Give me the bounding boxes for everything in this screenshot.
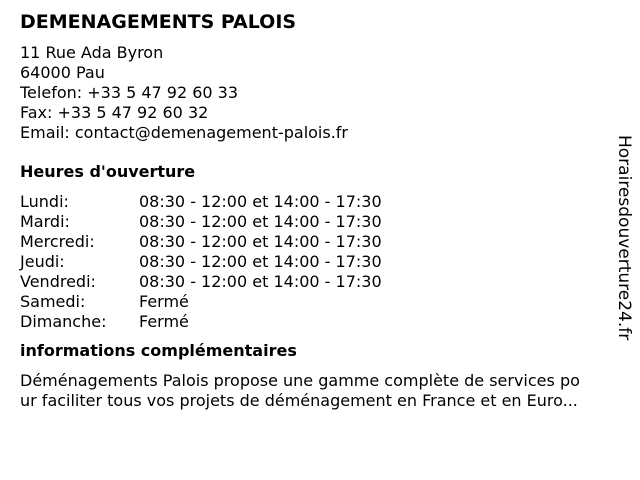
business-card	[20, 10, 615, 411]
contact-block	[20, 43, 615, 143]
email-address: Email: contact@demenagement-palois.fr	[20, 123, 349, 142]
hours-row-vendredi	[20, 272, 615, 292]
time-value: 08:30 - 12:00 et 14:00 - 17:30	[139, 212, 382, 231]
hours-row-lundi	[20, 192, 615, 212]
info-description	[20, 371, 630, 411]
info-heading: informations complémentaires	[20, 341, 297, 360]
site-watermark: Horairesdouverture24.fr	[614, 135, 634, 341]
time-value: 08:30 - 12:00 et 14:00 - 17:30	[139, 232, 382, 251]
hours-table	[20, 192, 615, 332]
hours-row-jeudi	[20, 252, 615, 272]
hours-row-mardi	[20, 212, 615, 232]
postal-city: 64000 Pau	[20, 63, 105, 82]
business-name: DEMENAGEMENTS PALOIS	[20, 11, 297, 33]
info-line: Déménagements Palois propose une gamme complète de services po	[20, 371, 580, 390]
hours-heading: Heures d'ouverture	[20, 162, 196, 181]
day-label: Vendredi:	[20, 272, 96, 291]
fax-number: Fax: +33 5 47 92 60 32	[20, 103, 209, 122]
street-address: 11 Rue Ada Byron	[20, 43, 164, 62]
day-label: Jeudi:	[20, 252, 65, 271]
info-line: ur faciliter tous vos projets de déménagement en France et en Euro...	[20, 391, 578, 410]
time-value: 08:30 - 12:00 et 14:00 - 17:30	[139, 192, 382, 211]
day-label: Lundi:	[20, 192, 69, 211]
time-value: 08:30 - 12:00 et 14:00 - 17:30	[139, 272, 382, 291]
hours-row-dimanche	[20, 312, 615, 332]
day-label: Mercredi:	[20, 232, 95, 251]
day-label: Mardi:	[20, 212, 70, 231]
day-label: Dimanche:	[20, 312, 107, 331]
time-value: Fermé	[139, 312, 189, 331]
time-value: 08:30 - 12:00 et 14:00 - 17:30	[139, 252, 382, 271]
time-value: Fermé	[139, 292, 189, 311]
day-label: Samedi:	[20, 292, 86, 311]
hours-row-mercredi	[20, 232, 615, 252]
phone-number: Telefon: +33 5 47 92 60 33	[20, 83, 239, 102]
hours-row-samedi	[20, 292, 615, 312]
